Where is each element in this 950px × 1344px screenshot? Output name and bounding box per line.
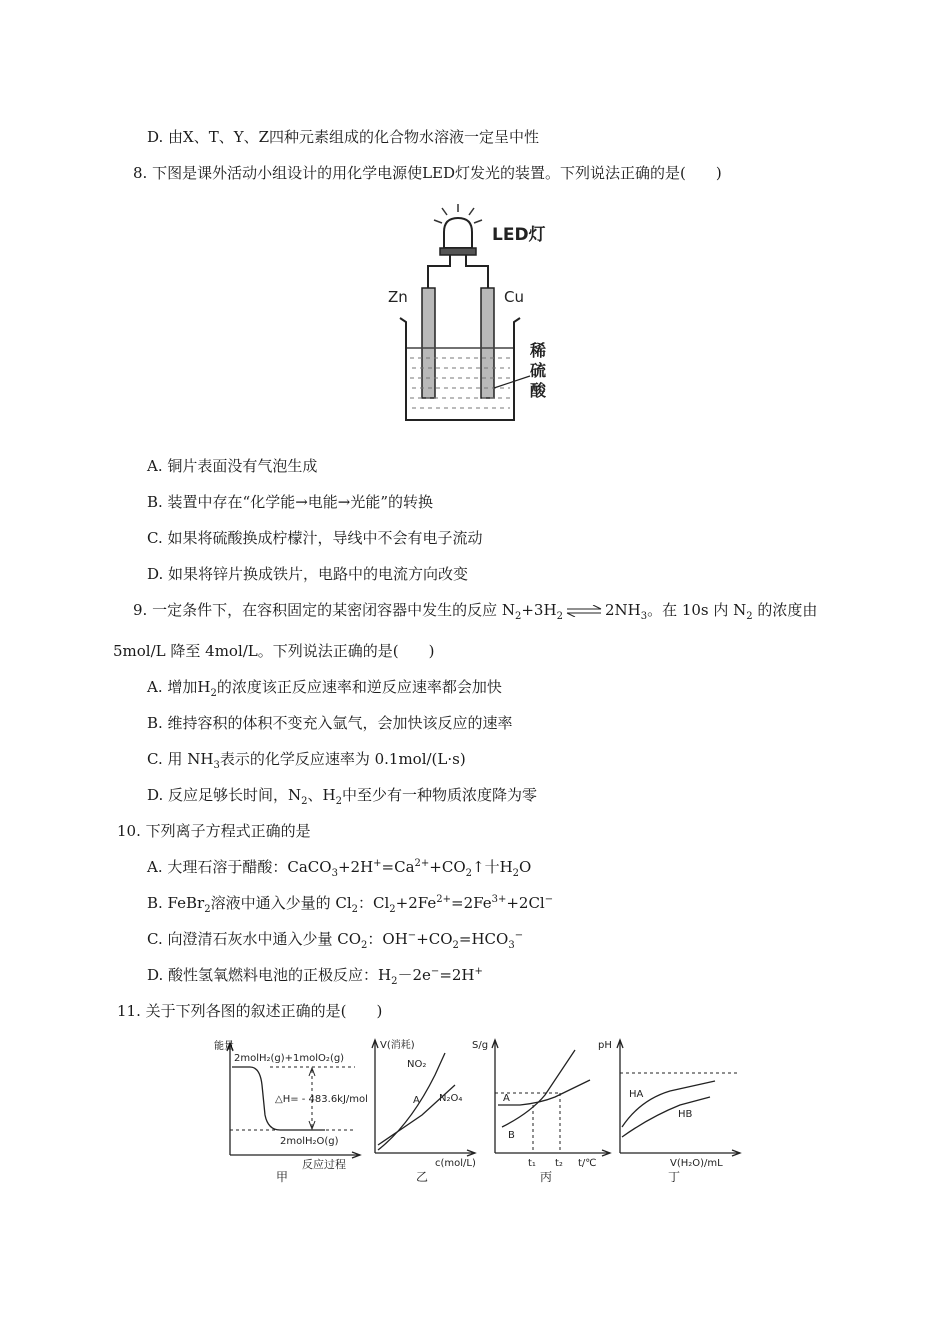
zn-label: Zn bbox=[388, 288, 408, 306]
q10-option-d: D. 酸性氢氧燃料电池的正极反应：$H_2-2e^-=2H^+$ bbox=[147, 966, 483, 987]
q9-option-b: B. 维持容积的体积不变充入氩气，会加快该反应的速率 bbox=[147, 714, 513, 732]
ding-curve-ha bbox=[622, 1081, 715, 1127]
bing-caption: 丙 bbox=[540, 1170, 553, 1184]
q10-option-a: A. 大理石溶于醋酸：$CaCO_3+2H^+=Ca^{2+}+CO_2↑$十$H_2O$ bbox=[147, 858, 532, 879]
q8-option-d: D. 如果将锌片换成铁片，电路中的电流方向改变 bbox=[147, 565, 469, 583]
ding-curve1-label: HA bbox=[629, 1089, 644, 1100]
bing-t1-label: t₁ bbox=[528, 1158, 536, 1169]
bing-curve-a-label: A bbox=[503, 1093, 510, 1104]
q11-stem: 11. 关于下列各图的叙述正确的是( ) bbox=[117, 1002, 383, 1020]
jia-caption: 甲 bbox=[276, 1170, 289, 1184]
yi-ylabel: V(消耗) bbox=[380, 1040, 415, 1051]
q9-option-c: C. 用 $NH_3$表示的化学反应速率为 0.1mol/(L·s) bbox=[147, 750, 466, 771]
yi-curve2-label: N₂O₄ bbox=[439, 1093, 463, 1104]
ding-caption: 丁 bbox=[668, 1170, 681, 1184]
bing-t2-label: t₂ bbox=[555, 1158, 563, 1169]
led-label: LED灯 bbox=[492, 225, 546, 245]
bing-curve-b bbox=[502, 1050, 575, 1127]
q9-stem-line2: 5mol/L 降至 4mol/L。下列说法正确的是( ) bbox=[113, 642, 435, 660]
solution-label-3: 酸 bbox=[530, 381, 547, 400]
jia-bottom-label: 2molH₂O(g) bbox=[280, 1136, 339, 1147]
q9-stem-line1: 9. 一定条件下，在容积固定的某密闭容器中发生的反应 $N_2+3H_2$ $2NH_3$。在 10s 内 $N_2$ 的浓度由 bbox=[133, 601, 818, 622]
bing-curve-b-label: B bbox=[508, 1130, 515, 1141]
zn-electrode bbox=[422, 288, 435, 398]
q9-option-a: A. 增加$H_2$的浓度该正反应速率和逆反应速率都会加快 bbox=[147, 678, 502, 699]
solution-label-1: 稀 bbox=[530, 341, 547, 360]
q8-led-circuit-figure bbox=[380, 198, 570, 430]
q8-option-b: B. 装置中存在“化学能→电能→光能”的转换 bbox=[147, 493, 434, 511]
q10-option-b: B. FeBr$_2$溶液中通入少量的 $Cl_2$：$Cl_2+2Fe^{2+}=2Fe^{3+}+2Cl^-$ bbox=[147, 894, 554, 915]
q7-option-d: D. 由X、T、Y、Z四种元素组成的化合物水溶液一定呈中性 bbox=[147, 128, 540, 146]
beaker bbox=[400, 318, 520, 420]
ding-curve-hb bbox=[622, 1097, 710, 1137]
yi-curve1-label: NO₂ bbox=[407, 1059, 427, 1070]
ding-ylabel: pH bbox=[598, 1040, 612, 1051]
ding-curve2-label: HB bbox=[678, 1109, 693, 1120]
q8-stem: 8. 下图是课外活动小组设计的用化学电源使LED灯发光的装置。下列说法正确的是( ) bbox=[133, 164, 722, 182]
cu-label: Cu bbox=[504, 288, 524, 306]
bing-xlabel: t/℃ bbox=[578, 1158, 597, 1169]
jia-xlabel: 反应过程 bbox=[302, 1158, 346, 1171]
jia-ylabel: 能量 bbox=[214, 1041, 234, 1052]
q8-option-c: C. 如果将硫酸换成柠檬汁，导线中不会有电子流动 bbox=[147, 529, 483, 547]
yi-point-label: A bbox=[413, 1095, 420, 1106]
bing-ylabel: S/g bbox=[472, 1040, 489, 1051]
yi-caption: 乙 bbox=[416, 1170, 429, 1184]
equilibrium-arrow-icon bbox=[565, 605, 603, 617]
q10-option-c: C. 向澄清石灰水中通入少量 $CO_2$：$OH^-+CO_2=HCO_3^-$ bbox=[147, 930, 524, 951]
jia-dh-label: △H= - 483.6kJ/mol bbox=[275, 1094, 368, 1105]
yi-xlabel: c(mol/L) bbox=[435, 1158, 476, 1169]
q10-stem: 10. 下列离子方程式正确的是 bbox=[117, 822, 311, 840]
jia-top-label: 2molH₂(g)+1molO₂(g) bbox=[234, 1053, 345, 1064]
led-bulb-icon bbox=[444, 218, 472, 248]
q8-option-a: A. 铜片表面没有气泡生成 bbox=[147, 457, 318, 475]
cu-electrode bbox=[481, 288, 494, 398]
ding-xlabel: V(H₂O)/mL bbox=[670, 1158, 723, 1169]
q9-option-d: D. 反应足够长时间，$N_2$、$H_2$中至少有一种物质浓度降为零 bbox=[147, 786, 538, 807]
q11-figures bbox=[210, 1035, 750, 1185]
solution-label-2: 硫 bbox=[530, 361, 547, 380]
